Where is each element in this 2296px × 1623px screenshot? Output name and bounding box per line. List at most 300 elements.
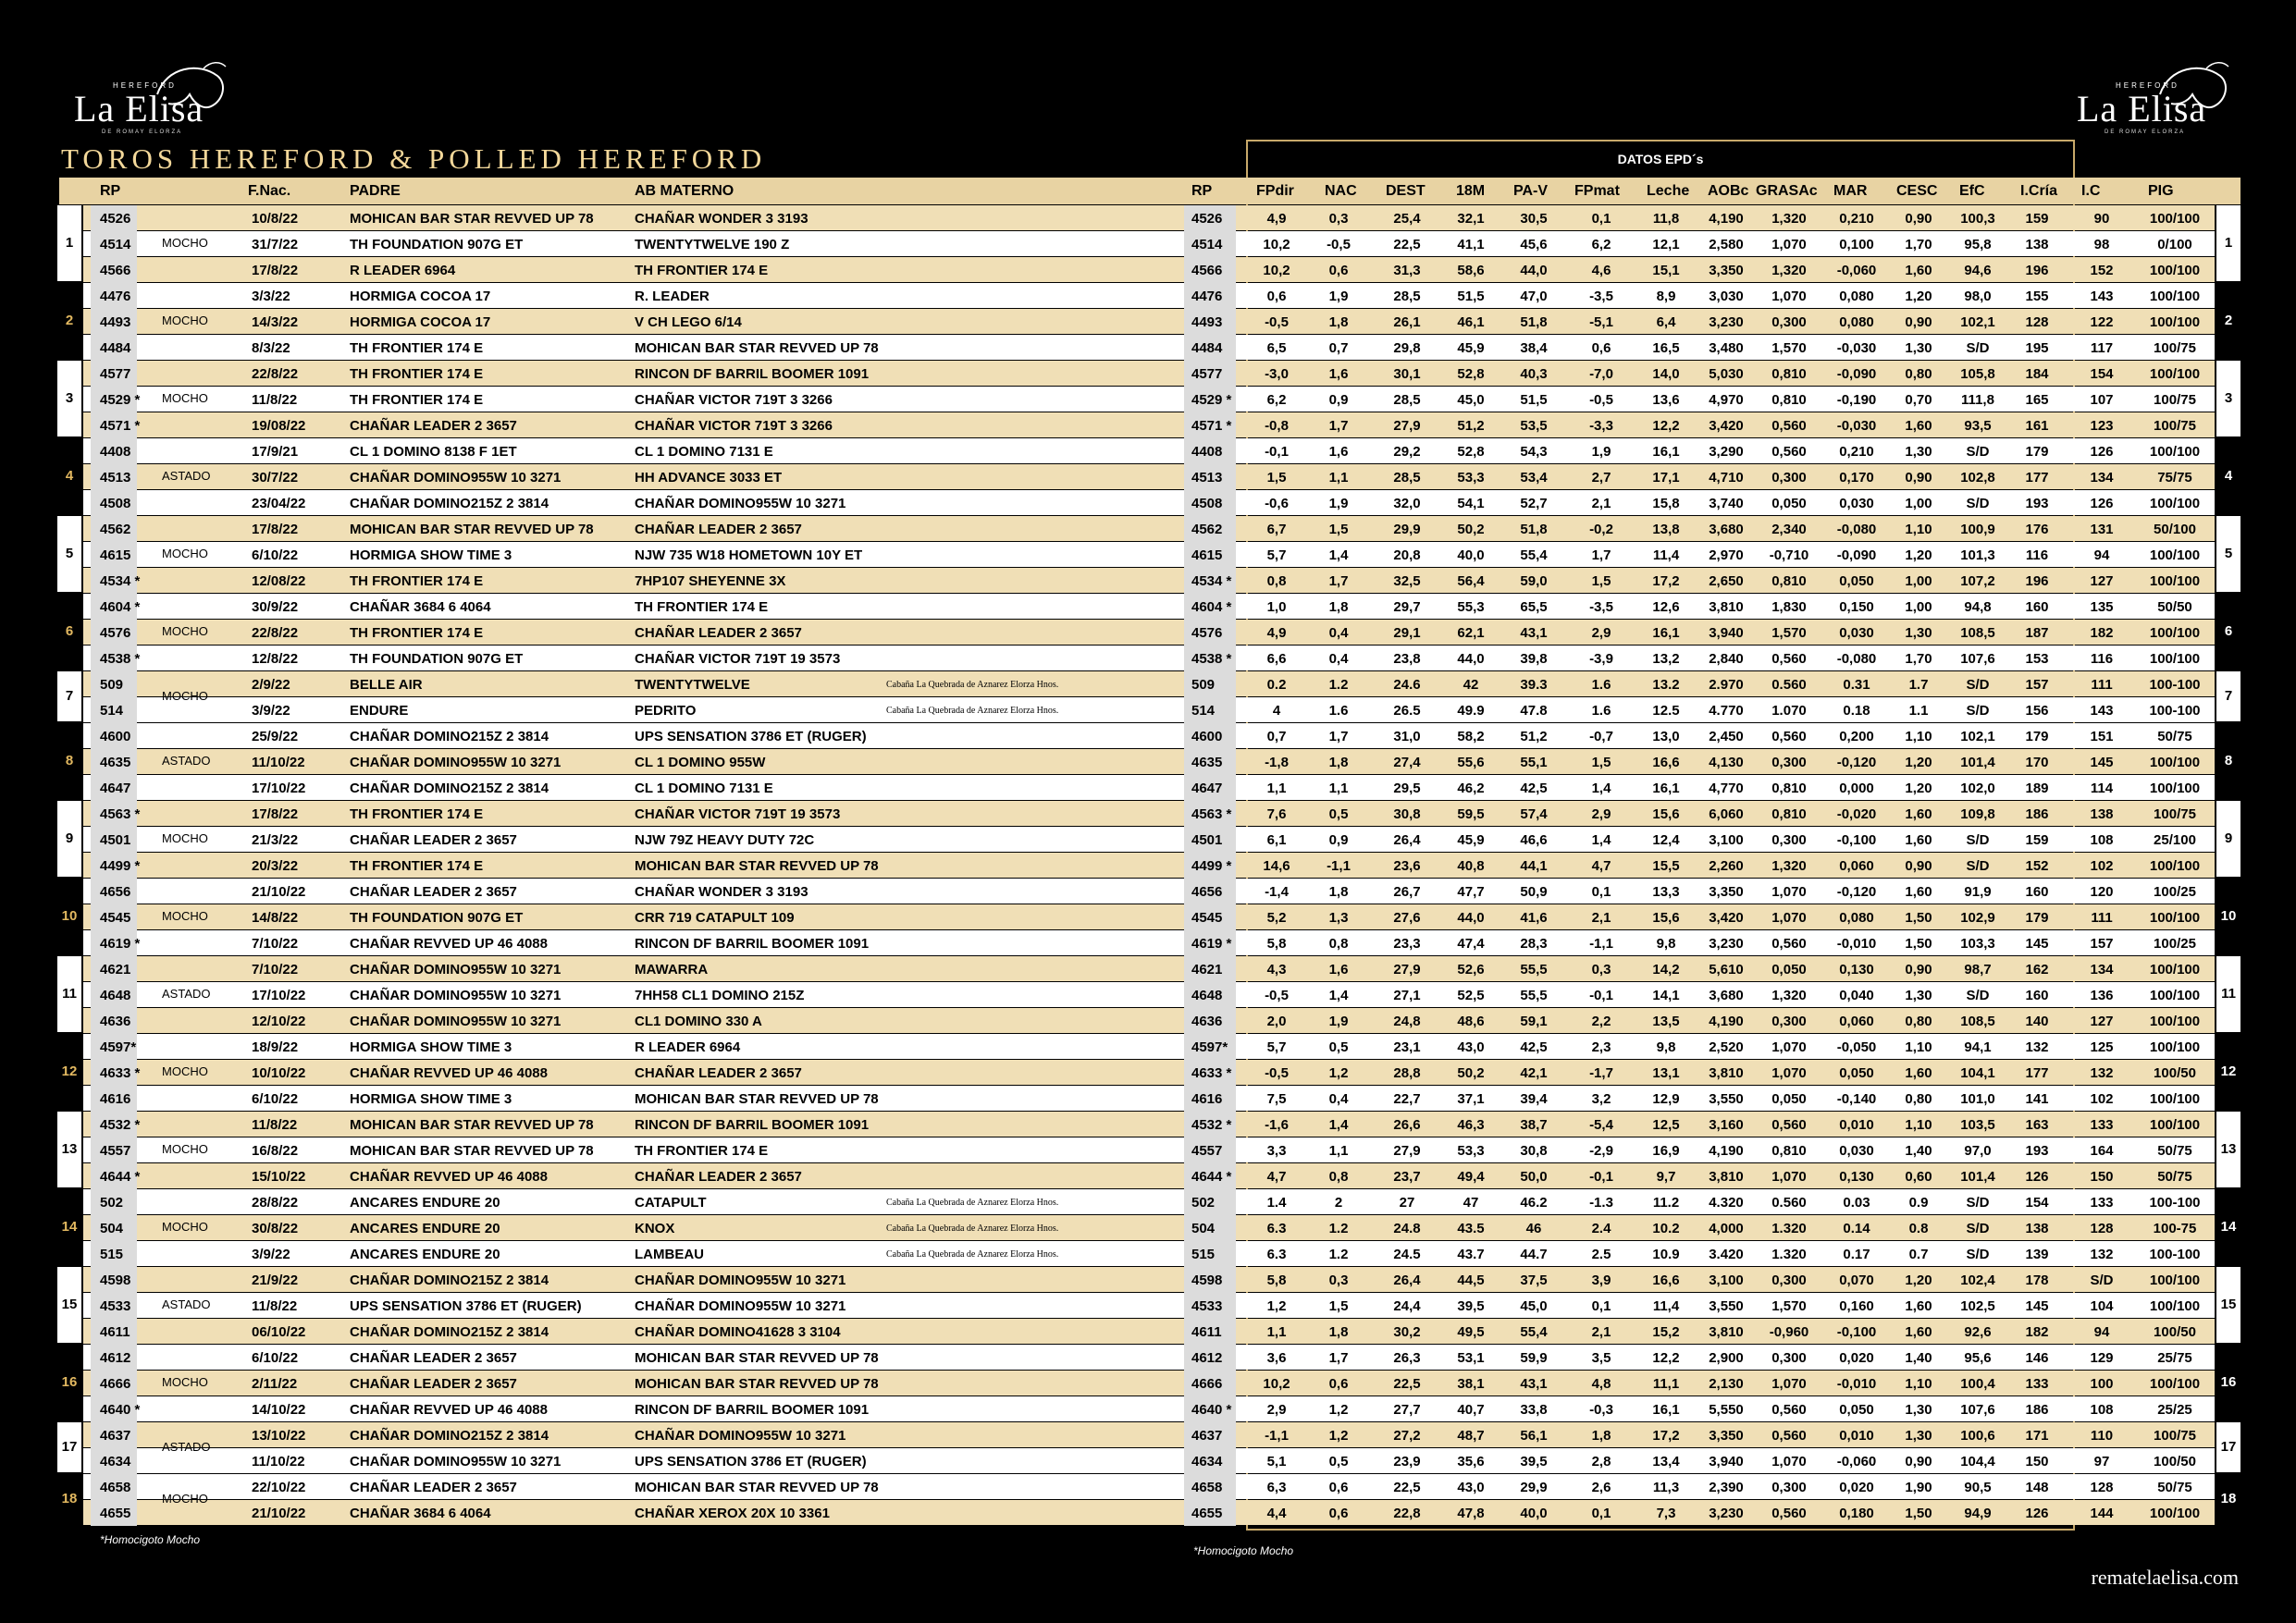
cell-grasac: 1,070 [1771, 910, 1807, 926]
cell-fecha: 12/10/22 [252, 1014, 306, 1029]
cell-dest: 29,5 [1393, 781, 1421, 796]
cell-leche: 17,2 [1652, 1428, 1680, 1444]
cell-padre: MOHICAN BAR STAR REVVED UP 78 [350, 1143, 594, 1159]
cell-dest: 27,2 [1393, 1428, 1421, 1444]
table-row [83, 490, 2215, 515]
cell-cesc: 1,20 [1905, 1273, 1932, 1288]
cell-padre: CHAÑAR LEADER 2 3657 [350, 418, 517, 434]
cell-i-cria: 116 [2025, 547, 2049, 563]
cell-i-cria: 179 [2025, 910, 2049, 926]
cell-fpdir: 4,9 [1266, 211, 1287, 227]
cell-leche: 13,0 [1652, 729, 1680, 744]
table-row [83, 1345, 2215, 1370]
table-row [83, 1189, 2215, 1214]
cell-fpmat: 2.5 [1591, 1247, 1611, 1262]
table-row [83, 1215, 2215, 1240]
cell-pa-v: 30,8 [1520, 1143, 1548, 1159]
cell-pa-v: 50,9 [1520, 884, 1548, 900]
cell-abuelo-materno: RINCON DF BARRIL BOOMER 1091 [635, 366, 870, 382]
cell-i-c: 128 [2090, 1480, 2114, 1495]
cell-leche: 10.9 [1652, 1247, 1680, 1262]
cell-pa-v: 55,1 [1520, 755, 1548, 770]
cell-mar: 0,210 [1839, 211, 1874, 227]
cell-pa-v: 39,4 [1520, 1091, 1548, 1107]
cell-aobc: 4,190 [1709, 1014, 1744, 1029]
cell-18m: 49,4 [1457, 1169, 1485, 1185]
cell-i-c: 108 [2090, 832, 2114, 848]
cell-pig: 100/50 [2154, 1454, 2196, 1469]
cell-fpmat: 2,6 [1591, 1480, 1611, 1495]
cell-padre: CHAÑAR 3684 6 4064 [350, 1506, 491, 1521]
cell-aobc: 3,810 [1709, 1169, 1744, 1185]
cell-fpdir: 10,2 [1263, 1376, 1290, 1392]
cell-fecha: 6/10/22 [252, 547, 299, 563]
cell-leche: 14,2 [1652, 962, 1680, 977]
cell-fpmat: 1,5 [1591, 573, 1611, 589]
cell-pa-v: 43,1 [1520, 625, 1548, 641]
cell-i-cria: 138 [2025, 1221, 2049, 1236]
lot-number: 4 [2216, 438, 2240, 514]
cell-abuelo-materno: RINCON DF BARRIL BOOMER 1091 [635, 1402, 870, 1418]
lot-number: 3 [57, 361, 81, 436]
cell-18m: 39,5 [1457, 1298, 1485, 1314]
cell-rp: 4656 [100, 884, 131, 900]
cell-rp-epd: 4576 [1191, 625, 1223, 641]
cell-mar: 0,030 [1839, 1143, 1874, 1159]
cell-rp: 4563 * [100, 806, 141, 822]
cell-pig: 100/100 [2149, 988, 2201, 1003]
cell-pa-v: 29,9 [1520, 1480, 1548, 1495]
cell-abuelo-materno: CHAÑAR VICTOR 719T 3 3266 [635, 418, 833, 434]
cell-fecha: 11/8/22 [252, 1117, 298, 1133]
cell-efc: 108,5 [1960, 1014, 1995, 1029]
cell-mar: 0,020 [1839, 1480, 1874, 1495]
lot-group [57, 205, 2240, 283]
cell-pig: 50/75 [2157, 729, 2192, 744]
cell-pa-v: 59,0 [1520, 573, 1548, 589]
cell-dest: 26.5 [1393, 703, 1421, 719]
cell-i-cria: 128 [2025, 314, 2049, 330]
cell-i-c: 114 [2090, 781, 2114, 796]
cell-pa-v: 53,5 [1520, 418, 1548, 434]
cell-efc: 92,6 [1964, 1324, 1992, 1340]
cell-i-c: 144 [2090, 1506, 2114, 1521]
cell-i-cria: 148 [2025, 1480, 2049, 1495]
cell-leche: 16,1 [1652, 625, 1680, 641]
cell-pig: 100/100 [2149, 1298, 2201, 1314]
lot-number: 2 [57, 283, 81, 359]
cell-leche: 9,8 [1656, 1039, 1676, 1055]
cell-fpdir: 3,6 [1266, 1350, 1287, 1366]
cell-efc: 102,0 [1960, 781, 1995, 796]
cell-leche: 12,2 [1652, 418, 1680, 434]
lot-group [57, 1474, 2240, 1526]
table-row [83, 982, 2215, 1007]
cell-rp: 4655 [100, 1506, 131, 1521]
cell-padre: TH FOUNDATION 907G ET [350, 237, 524, 252]
lot-number: 15 [57, 1267, 81, 1343]
cell-abuelo-materno: V CH LEGO 6/14 [635, 314, 742, 330]
cell-rp: 4598 [100, 1273, 131, 1288]
cell-leche: 12,1 [1652, 237, 1680, 252]
cell-pig: 100/50 [2154, 1065, 2196, 1081]
cell-pig: 100/100 [2149, 1039, 2201, 1055]
cell-leche: 13,5 [1652, 1014, 1680, 1029]
cell-rp: 4577 [100, 366, 131, 382]
cell-18m: 46,2 [1457, 781, 1485, 796]
cell-pa-v: 38,4 [1520, 340, 1548, 356]
cell-rp-epd: 4557 [1191, 1143, 1223, 1159]
cell-efc: 95,6 [1964, 1350, 1992, 1366]
cell-cesc: 1,30 [1905, 444, 1932, 460]
cell-fpdir: -0,5 [1265, 314, 1289, 330]
cell-fecha: 3/9/22 [252, 703, 290, 719]
cell-pa-v: 55,5 [1520, 962, 1548, 977]
table-row [83, 904, 2215, 929]
table-row [83, 542, 2215, 567]
cell-aobc: 4,190 [1709, 211, 1744, 227]
cell-grasac: 0,560 [1771, 729, 1807, 744]
cell-fpdir: -1,4 [1265, 884, 1289, 900]
cell-rp: 4499 * [100, 858, 141, 874]
lot-group [57, 879, 2240, 956]
cell-rp-epd: 4658 [1191, 1480, 1223, 1495]
lot-number: 3 [2216, 361, 2240, 436]
cell-pig: 100/75 [2154, 392, 2196, 408]
cell-rp-epd: 4408 [1191, 444, 1223, 460]
cell-fpdir: 2,9 [1266, 1402, 1287, 1418]
cell-fpmat: 1.6 [1591, 677, 1611, 693]
cell-rp: 4647 [100, 781, 131, 796]
cell-fecha: 10/10/22 [252, 1065, 306, 1081]
cell-pa-v: 55,4 [1520, 1324, 1548, 1340]
cell-efc: S/D [1966, 988, 1990, 1003]
cell-mar: 0,080 [1839, 289, 1874, 304]
cell-mar: -0,010 [1836, 1376, 1877, 1392]
cell-padre: HORMIGA COCOA 17 [350, 314, 491, 330]
cell-fpmat: 2,2 [1591, 1014, 1611, 1029]
cell-efc: 98,0 [1964, 289, 1992, 304]
cell-mar: -0,030 [1836, 340, 1877, 356]
cell-i-c: 126 [2090, 496, 2114, 511]
cell-cesc: 1,40 [1905, 1143, 1932, 1159]
cell-mar: -0,090 [1836, 547, 1877, 563]
cell-abuelo-materno: CHAÑAR LEADER 2 3657 [635, 1065, 802, 1081]
cell-rp: 4658 [100, 1480, 131, 1495]
cell-fpmat: 1,7 [1591, 547, 1611, 563]
cell-i-cria: 179 [2025, 729, 2049, 744]
cell-abuelo-materno: TH FRONTIER 174 E [635, 263, 769, 278]
cell-nac: 1,8 [1328, 314, 1349, 330]
cell-padre: CHAÑAR DOMINO955W 10 3271 [350, 470, 562, 486]
cell-pa-v: 39.3 [1520, 677, 1548, 693]
cell-rp-epd: 4635 [1191, 755, 1223, 770]
cell-grasac: 1.070 [1771, 703, 1807, 719]
cell-i-cria: 193 [2025, 496, 2049, 511]
cell-fecha: 2/9/22 [252, 677, 290, 693]
cell-fecha: 17/10/22 [252, 988, 306, 1003]
cell-padre: CHAÑAR LEADER 2 3657 [350, 884, 517, 900]
table-row [83, 956, 2215, 981]
header-fecha-nacimiento: F.Nac. [248, 183, 291, 199]
cell-rp-epd: 4615 [1191, 547, 1223, 563]
cell-mar: 0,170 [1839, 470, 1874, 486]
cell-pa-v: 51,5 [1520, 392, 1548, 408]
cell-18m: 53,3 [1457, 1143, 1485, 1159]
cell-leche: 12,6 [1652, 599, 1680, 615]
cell-fpmat: -7,0 [1589, 366, 1613, 382]
cell-i-cria: 159 [2025, 211, 2049, 227]
table-row [83, 335, 2215, 360]
cell-mar: 0,100 [1839, 237, 1874, 252]
cell-nota: Cabaña La Quebrada de Aznarez Elorza Hnos. [886, 1249, 1059, 1260]
cell-leche: 16,1 [1652, 1402, 1680, 1418]
cell-aobc: 3,290 [1709, 444, 1744, 460]
cell-rp-epd: 4621 [1191, 962, 1223, 977]
cell-fpmat: 4,8 [1591, 1376, 1611, 1392]
lot-number: 11 [2216, 956, 2240, 1032]
cell-efc: 101,0 [1960, 1091, 1995, 1107]
cell-abuelo-materno: CHAÑAR LEADER 2 3657 [635, 522, 802, 537]
cell-fpmat: 2,1 [1591, 1324, 1611, 1340]
horn-type-label: MOCHO [162, 314, 208, 327]
cell-pig: 100/100 [2149, 211, 2201, 227]
cell-18m: 53,1 [1457, 1350, 1485, 1366]
cell-pig: 100/100 [2149, 496, 2201, 511]
cell-abuelo-materno: CHAÑAR WONDER 3 3193 [635, 884, 809, 900]
cell-18m: 51,2 [1457, 418, 1485, 434]
table-row [83, 1422, 2215, 1447]
cell-rp: 4493 [100, 314, 131, 330]
cell-rp: 4666 [100, 1376, 131, 1392]
cell-cesc: 0,70 [1905, 392, 1932, 408]
cell-18m: 43,0 [1457, 1039, 1485, 1055]
cell-fecha: 22/8/22 [252, 625, 299, 641]
cell-fpdir: -0,8 [1265, 418, 1289, 434]
cell-padre: TH FRONTIER 174 E [350, 392, 484, 408]
cell-pa-v: 40,3 [1520, 366, 1548, 382]
cell-aobc: 3,100 [1709, 1273, 1744, 1288]
lot-number: 15 [2216, 1267, 2240, 1343]
cell-cesc: 0,90 [1905, 962, 1932, 977]
lot-group [57, 516, 2240, 594]
cell-nota: Cabaña La Quebrada de Aznarez Elorza Hnos. [886, 1198, 1059, 1208]
cell-cesc: 1.7 [1908, 677, 1929, 693]
table-row [83, 516, 2215, 541]
cell-i-c: 182 [2090, 625, 2114, 641]
cell-i-c: 138 [2090, 806, 2114, 822]
cell-cesc: 1.1 [1908, 703, 1929, 719]
cell-dest: 26,4 [1393, 1273, 1421, 1288]
cell-abuelo-materno: CATAPULT [635, 1195, 707, 1211]
cell-padre: CHAÑAR DOMINO215Z 2 3814 [350, 781, 549, 796]
horn-type-label: MOCHO [162, 236, 208, 250]
cell-dest: 27,6 [1393, 910, 1421, 926]
table-row [83, 1241, 2215, 1266]
cell-aobc: 3,550 [1709, 1298, 1744, 1314]
cell-nac: 1,2 [1328, 1065, 1349, 1081]
cell-efc: S/D [1966, 677, 1990, 693]
cell-dest: 26,4 [1393, 832, 1421, 848]
cell-dest: 31,0 [1393, 729, 1421, 744]
cell-mar: 0.17 [1843, 1247, 1870, 1262]
cell-18m: 52,8 [1457, 444, 1485, 460]
cell-rp-epd: 4571 * [1191, 418, 1232, 434]
table-row [83, 1500, 2215, 1525]
cell-mar: -0,100 [1836, 1324, 1877, 1340]
cell-grasac: -0,960 [1769, 1324, 1809, 1340]
cell-fecha: 06/10/22 [252, 1324, 306, 1340]
cell-cesc: 1,30 [1905, 1428, 1932, 1444]
cell-pa-v: 39,5 [1520, 1454, 1548, 1469]
cell-rp: 4597* [100, 1039, 137, 1055]
cell-i-cria: 160 [2025, 599, 2049, 615]
cell-i-c: 164 [2090, 1143, 2114, 1159]
lot-number: 16 [57, 1345, 81, 1420]
cell-padre: CHAÑAR 3684 6 4064 [350, 599, 491, 615]
cell-i-cria: 196 [2025, 263, 2049, 278]
horn-type-label: MOCHO [162, 909, 208, 923]
cell-grasac: 1.320 [1771, 1221, 1807, 1236]
cell-rp: 4557 [100, 1143, 131, 1159]
cell-fecha: 7/10/22 [252, 936, 299, 952]
cell-fpdir: 6,3 [1266, 1480, 1287, 1495]
cell-cesc: 0.7 [1908, 1247, 1929, 1262]
cell-i-cria: 146 [2025, 1350, 2049, 1366]
cell-padre: CHAÑAR DOMINO955W 10 3271 [350, 755, 562, 770]
cell-nac: 1,4 [1328, 988, 1349, 1003]
cell-i-c: 154 [2090, 366, 2114, 382]
lot-number: 5 [57, 516, 81, 592]
cell-leche: 15,8 [1652, 496, 1680, 511]
horn-type-label: MOCHO [162, 624, 208, 638]
cell-padre: CHAÑAR DOMINO215Z 2 3814 [350, 1324, 549, 1340]
cell-padre: CHAÑAR LEADER 2 3657 [350, 1376, 517, 1392]
cell-pig: 100/100 [2149, 651, 2201, 667]
cell-dest: 24,4 [1393, 1298, 1421, 1314]
cell-abuelo-materno: RINCON DF BARRIL BOOMER 1091 [635, 1117, 870, 1133]
cell-rp: 4513 [100, 470, 131, 486]
header-i-c: I.C [2081, 183, 2101, 199]
cell-fpmat: -3,5 [1589, 599, 1613, 615]
cell-18m: 43.5 [1457, 1221, 1485, 1236]
cell-padre: CHAÑAR LEADER 2 3657 [350, 832, 517, 848]
cell-fecha: 12/8/22 [252, 651, 299, 667]
cell-fecha: 3/3/22 [252, 289, 290, 304]
lot-number: 8 [57, 723, 81, 799]
cell-cesc: 0,90 [1905, 314, 1932, 330]
cell-grasac: 1.320 [1771, 1247, 1807, 1262]
cell-fpmat: -0,3 [1589, 1402, 1613, 1418]
cell-aobc: 3,550 [1709, 1091, 1744, 1107]
cell-mar: -0,010 [1836, 936, 1877, 952]
cell-grasac: 1,570 [1771, 340, 1807, 356]
cell-fecha: 21/10/22 [252, 1506, 306, 1521]
cell-efc: 100,3 [1960, 211, 1995, 227]
cell-aobc: 4.320 [1709, 1195, 1744, 1211]
cell-i-c: 136 [2090, 988, 2114, 1003]
footnote-middle: *Homocigoto Mocho [1193, 1544, 1294, 1557]
cell-padre: CHAÑAR DOMINO215Z 2 3814 [350, 1273, 549, 1288]
cell-nac: 0,3 [1328, 211, 1349, 227]
cell-fpdir: 1,0 [1266, 599, 1287, 615]
cell-abuelo-materno: NJW 79Z HEAVY DUTY 72C [635, 832, 815, 848]
cell-fpmat: -0,1 [1589, 988, 1613, 1003]
cell-fpmat: 1,4 [1591, 781, 1611, 796]
cell-fpmat: 0,1 [1591, 211, 1611, 227]
cell-dest: 22,7 [1393, 1091, 1421, 1107]
cell-18m: 56,4 [1457, 573, 1485, 589]
cell-rp-epd: 4656 [1191, 884, 1223, 900]
cell-fpdir: 5,7 [1266, 547, 1287, 563]
lot-number: 10 [57, 879, 81, 954]
header-pa-v: PA-V [1513, 183, 1549, 199]
cell-fecha: 20/3/22 [252, 858, 299, 874]
cell-leche: 16,1 [1652, 444, 1680, 460]
cell-18m: 45,9 [1457, 832, 1485, 848]
cell-pa-v: 44,1 [1520, 858, 1548, 874]
cell-efc: 107,6 [1960, 651, 1995, 667]
cell-pig: 100/100 [2149, 755, 2201, 770]
header-leche: Leche [1647, 183, 1690, 199]
cell-efc: 94,9 [1964, 1506, 1992, 1521]
cell-rp: 4635 [100, 755, 131, 770]
cell-fecha: 17/8/22 [252, 263, 299, 278]
cell-leche: 11,4 [1652, 547, 1680, 563]
cell-abuelo-materno: CHAÑAR VICTOR 719T 3 3266 [635, 392, 833, 408]
cell-dest: 32,0 [1393, 496, 1421, 511]
cell-pig: 100/100 [2149, 625, 2201, 641]
cell-cesc: 0,60 [1905, 1169, 1932, 1185]
cell-fpmat: 1,4 [1591, 832, 1611, 848]
cell-grasac: 0,300 [1771, 314, 1807, 330]
cell-aobc: 2,840 [1709, 651, 1744, 667]
cell-cesc: 1,90 [1905, 1480, 1932, 1495]
cell-aobc: 3,350 [1709, 263, 1744, 278]
table-row [83, 775, 2215, 800]
website-url: rematelaelisa.com [2091, 1566, 2239, 1589]
cell-mar: 0.14 [1843, 1221, 1870, 1236]
cell-pa-v: 38,7 [1520, 1117, 1548, 1133]
header-fpdir: FPdir [1256, 183, 1294, 199]
cell-dest: 23,6 [1393, 858, 1421, 874]
cell-fpdir: 0,8 [1266, 573, 1287, 589]
cell-abuelo-materno: MOHICAN BAR STAR REVVED UP 78 [635, 1350, 879, 1366]
header-padre: PADRE [350, 183, 401, 199]
cell-rp-epd: 4644 * [1191, 1169, 1232, 1185]
cell-abuelo-materno: CL1 DOMINO 330 A [635, 1014, 762, 1029]
cell-fpdir: -0,5 [1265, 988, 1289, 1003]
cell-cesc: 1,20 [1905, 755, 1932, 770]
cell-rp-epd: 509 [1191, 677, 1216, 693]
cell-nac: 1,5 [1328, 1298, 1349, 1314]
cell-abuelo-materno: TH FRONTIER 174 E [635, 1143, 769, 1159]
cell-cesc: 1,30 [1905, 340, 1932, 356]
cell-i-c: 123 [2090, 418, 2114, 434]
cell-leche: 15,2 [1652, 1324, 1680, 1340]
cell-rp: 4476 [100, 289, 131, 304]
cell-i-c: 127 [2090, 1014, 2114, 1029]
cell-aobc: 3,160 [1709, 1117, 1744, 1133]
cell-efc: S/D [1966, 1247, 1990, 1262]
cell-mar: 0,150 [1839, 599, 1874, 615]
cell-grasac: 0,810 [1771, 781, 1807, 796]
lot-group [57, 438, 2240, 516]
cell-pig: 50/75 [2157, 1480, 2192, 1495]
lot-number: 8 [2216, 723, 2240, 799]
cell-dest: 27,9 [1393, 1143, 1421, 1159]
cell-nac: 1,1 [1328, 781, 1349, 796]
